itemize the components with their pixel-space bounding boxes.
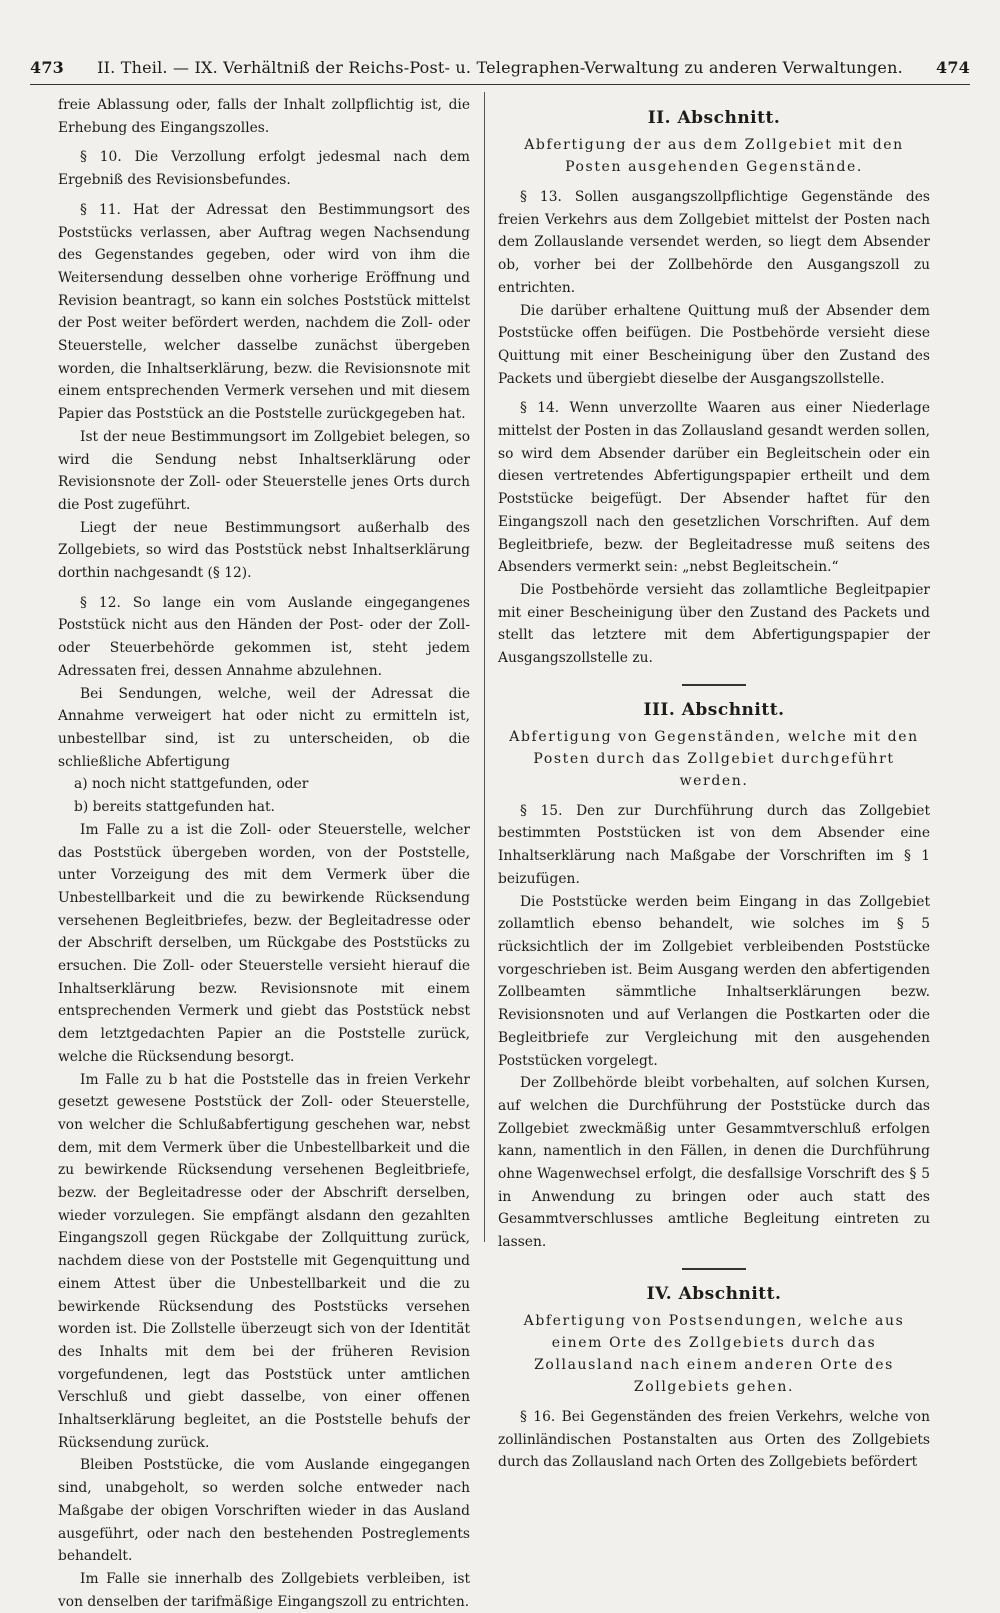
paragraph-section-15: § 15. Den zur Durchführung durch das Zollgebiet bestimmten Poststücken ist von dem Absender eine Inhaltserklärung nach Maßgabe der Vorschriften im § 1 beizufügen. xyxy=(498,802,930,887)
paragraph: Bleiben Poststücke, die vom Auslande eingegangen sind, unabgeholt, so werden solche entweder nach Maßgabe der obigen Vorschriften wieder in das Ausland ausgeführt, oder nach den bestehenden Postreglements behandelt. xyxy=(58,1457,470,1565)
paragraph: Die Postbehörde versieht das zollamtliche Begleitpapier mit einer Bescheinigung über den Zustand des Packets und stellt das letztere mit dem Abfertigungspapier der Ausgangszollstelle zu. xyxy=(498,581,930,667)
paragraph: Im Falle zu a ist die Zoll- oder Steuerstelle, welcher das Poststück übergeben worden, von der Poststelle, unter Vorzeigung des mit dem Vermerk über die Unbestellbarkeit und die zu bewirkende Rücksendung versehenen Begleitbriefes, bezw. der Begleitadresse oder der Abschrift derselben, um Rückgabe des Poststücks zu ersuchen. Die Zoll- oder Steuerstelle versieht hierauf die Inhaltserklärung bezw. Revisionsnote mit einem entsprechenden Vermerk und giebt das Poststück nebst dem letztgedachten Papier an die Poststelle zurück, welche die Rücksendung besorgt. xyxy=(58,821,470,1065)
section-subtitle-2: Abfertigung der aus dem Zollgebiet mit den Posten ausgehenden Gegenstände. xyxy=(524,137,904,175)
right-column xyxy=(498,94,930,1474)
paragraph: Im Falle sie innerhalb des Zollgebiets verbleiben, ist von denselben der tarifmäßige Eingangszoll zu entrichten. xyxy=(58,1571,470,1610)
left-column xyxy=(58,94,470,1613)
paragraph: freie Ablassung oder, falls der Inhalt zollpflichtig ist, die Erhebung des Eingangszolles. xyxy=(58,97,470,136)
section-heading-4: IV. Abschnitt. xyxy=(646,1283,782,1304)
paragraph-section-10: § 10. Die Verzollung erfolgt jedesmal nach dem Ergebniß des Revisionsbefundes. xyxy=(58,149,470,189)
paragraph-section-13: § 13. Sollen ausgangszollpflichtige Gegenstände des freien Verkehrs aus dem Zollgebiet mittelst der Posten nach dem Zollauslande versendet werden, so liegt dem Absender ob, vorher bei der Zollbehörde den Ausgangszoll zu entrichten. xyxy=(498,189,930,296)
section-subtitle-4: Abfertigung von Postsendungen, welche aus einem Orte des Zollgebiets durch das Zollausland nach einem anderen Orte des Zollgebiets gehen. xyxy=(523,1312,905,1395)
section-separator xyxy=(682,1268,746,1270)
paragraph: Der Zollbehörde bleibt vorbehalten, auf solchen Kursen, auf welchen die Durchführung der Poststücke durch das Zollgebiet zweckmäßig unter Gesammtverschluß erfolgen kann, namentlich in den Fällen, in denen die Durchführung ohne Wagenwechsel erfolgt, die desfallsige Vorschrift des § 5 in Anwendung zu bringen oder auch statt des Gesammtverschlusses amtliche Begleitung eintreten zu lassen. xyxy=(498,1075,930,1251)
list-item-b: b) bereits stattgefunden hat. xyxy=(74,799,275,816)
section-heading-3: III. Abschnitt. xyxy=(643,699,785,720)
paragraph: Bei Sendungen, welche, weil der Adressat die Annahme verweigert hat oder nicht zu ermitteln ist, unbestellbar sind, ist zu unterscheiden, ob die schließliche Abfertigung xyxy=(58,685,470,770)
section-subtitle-3: Abfertigung von Gegenständen, welche mit den Posten durch das Zollgebiet durchgeführt werden. xyxy=(509,728,919,789)
page-number-left: 473 xyxy=(30,58,64,77)
section-separator xyxy=(682,684,746,686)
paragraph-section-11: § 11. Hat der Adressat den Bestimmungsort des Poststücks verlassen, aber Auftrag wegen Nachsendung des Gegenstandes gegeben, oder wird von ihm die Weitersendung desselben ohne vorherige Eröffnung und Revision beantragt, so kann ein solches Poststück mittelst der Post weiter befördert werden, nachdem die Zoll- oder Steuerstelle, welcher dasselbe zunächst übergeben worden, die Inhaltserklärung, bezw. die Revisionsnote mit einem entsprechenden Vermerk versehen und mit diesem Papier das Poststück an die Poststelle zurückgegeben hat. xyxy=(58,201,470,423)
paragraph-section-14: § 14. Wenn unverzollte Waaren aus einer Niederlage mittelst der Posten in das Zollausland gesandt werden sollen, so wird dem Absender darüber ein Begleitschein oder ein diesen vertretendes Abfertigungspapier ertheilt und dem Poststücke beigefügt. Der Absender haftet für den Eingangszoll nach den gesetzlichen Vorschriften. Auf dem Begleitbriefe, bezw. der Begleitadresse muß seitens des Absenders vermerkt sein: „nebst Begleitschein.“ xyxy=(498,400,930,576)
paragraph-section-16: § 16. Bei Gegenständen des freien Verkehrs, welche von zollinländischen Postanstalten aus Orten des Zollgebiets durch das Zollausland nach Orten des Zollgebiets befördert xyxy=(498,1408,930,1471)
paragraph: Die Poststücke werden beim Eingang in das Zollgebiet zollamtlich ebenso behandelt, wie solches im § 5 rücksichtlich der im Zollgebiet verbleibenden Poststücke vorgeschrieben ist. Beim Ausgang werden den abfertigenden Zollbeamten sämmtliche Inhaltserklärungen bezw. Revisionsnoten und auf Verlangen die Postkarten oder die Begleitbriefe zur Vergleichung mit den ausgehenden Poststücken vorgelegt. xyxy=(498,893,930,1069)
running-title: II. Theil. — IX. Verhältniß der Reichs-Post- u. Telegraphen-Verwaltung zu anderen Verwaltungen. xyxy=(97,58,903,77)
page-number-right: 474 xyxy=(936,58,970,77)
list-item-a: a) noch nicht stattgefunden, oder xyxy=(74,776,309,793)
running-header xyxy=(30,58,970,85)
column-divider xyxy=(484,92,485,1242)
section-heading-2: II. Abschnitt. xyxy=(647,108,781,128)
case-list xyxy=(58,773,470,818)
paragraph-section-12: § 12. So lange ein vom Auslande eingegangenes Poststück nicht aus den Händen der Post- oder der Zoll- oder Steuerbehörde gekommen ist, steht jedem Adressaten frei, dessen Annahme abzulehnen. xyxy=(58,594,470,679)
paragraph: Liegt der neue Bestimmungsort außerhalb des Zollgebiets, so wird das Poststück nebst Inhaltserklärung dorthin nachgesandt (§ 12). xyxy=(58,519,470,582)
paragraph: Im Falle zu b hat die Poststelle das in freien Verkehr gesetzt gewesene Poststück der Zoll- oder Steuerstelle, von welcher die Schlußabfertigung geschehen war, nebst dem, mit dem Vermerk über die Unbestellbarkeit und die zu bewirkende Rücksendung versehenen Begleitbriefe, bezw. der Begleitadresse oder der Abschrift derselben, wieder vorzulegen. Sie empfängt alsdann den gezahlten Eingangszoll gegen Rückgabe der Zollquittung zurück, nachdem diese von der Poststelle mit Gegenquittung und einem Attest über die Unbestellbarkeit und die zu bewirkende Rücksendung des Poststücks versehen worden ist. Die Zollstelle überzeugt sich von der Identität des Inhalts mit dem bei der früheren Revision vorgefundenen, legt das Poststück unter amtlichen Verschluß und giebt dasselbe, von einer offenen Inhaltserklärung begleitet, an die Poststelle behufs der Rücksendung zurück. xyxy=(58,1071,470,1451)
paragraph: Ist der neue Bestimmungsort im Zollgebiet belegen, so wird die Sendung nebst Inhaltserklärung oder Revisionsnote der Zoll- oder Steuerstelle jenes Orts durch die Post zugeführt. xyxy=(58,428,470,513)
paragraph: Die darüber erhaltene Quittung muß der Absender dem Poststücke offen beifügen. Die Postbehörde versieht diese Quittung mit einer Bescheinigung über den Zustand des Packets und übergiebt dieselbe der Ausgangszollstelle. xyxy=(498,302,930,387)
